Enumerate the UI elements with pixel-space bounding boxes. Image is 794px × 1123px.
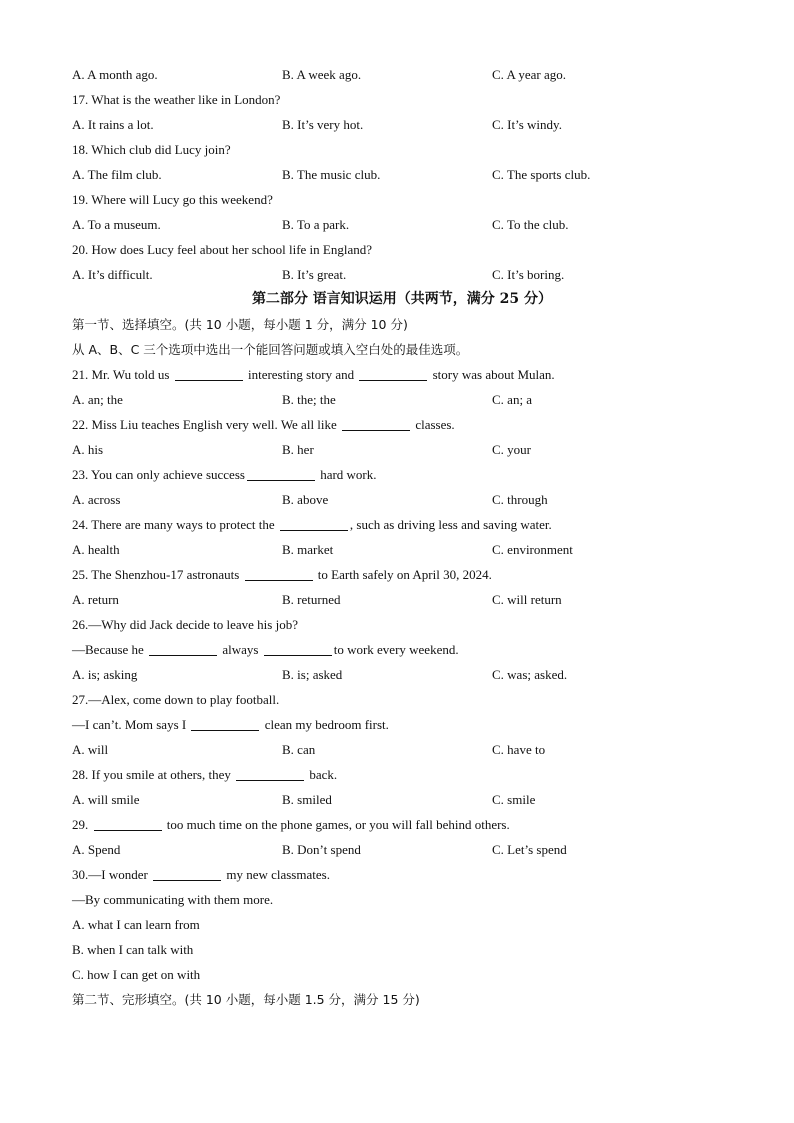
stem-text: 29. xyxy=(72,817,89,832)
section-1-instruction: 从 A、B、C 三个选项中选出一个能回答问题或填入空白处的最佳选项。 xyxy=(72,342,469,357)
stem-text: to work every weekend. xyxy=(333,642,459,657)
answer-blank xyxy=(280,516,348,531)
answer-blank xyxy=(342,416,410,431)
part-2-heading: 第二部分 语言知识运用（共两节，满分 25 分） xyxy=(251,291,553,307)
option-a: A. Spend xyxy=(72,842,121,857)
stem-text: my new classmates. xyxy=(226,867,330,882)
question-26-stem: 26.—Why did Jack decide to leave his job? xyxy=(72,617,298,632)
option-b: B. is; asked xyxy=(282,667,343,682)
question-22-stem xyxy=(72,412,732,437)
option-b: B. the; the xyxy=(282,392,336,407)
option-b: B. smiled xyxy=(282,792,332,807)
option-b: B. above xyxy=(282,492,329,507)
question-26-options xyxy=(72,662,732,687)
stem-text: 25. The Shenzhou-17 astronauts xyxy=(72,567,240,582)
answer-blank xyxy=(191,716,259,731)
question-25-options xyxy=(72,587,732,612)
option-c: C. Let’s spend xyxy=(492,842,567,857)
option-b: B. Don’t spend xyxy=(282,842,361,857)
option-c: C. an; a xyxy=(492,392,533,407)
stem-text: 21. Mr. Wu told us xyxy=(72,367,170,382)
option-b: B. when I can talk with xyxy=(72,942,194,957)
stem-text: 24. There are many ways to protect the xyxy=(72,517,275,532)
question-29-options xyxy=(72,837,732,862)
question-28-stem xyxy=(72,762,732,787)
section-2-title: 第二节、完形填空。(共 10 小题，每小题 1.5 分，满分 15 分) xyxy=(72,992,420,1007)
stem-text: 22. Miss Liu teaches English very well. We all like xyxy=(72,417,337,432)
option-c: C. It’s boring. xyxy=(492,267,565,282)
answer-blank xyxy=(94,816,162,831)
option-a: A. The film club. xyxy=(72,167,162,182)
option-c: C. To the club. xyxy=(492,217,569,232)
question-18-stem: 18. Which club did Lucy join? xyxy=(72,142,231,157)
option-c: C. how I can get on with xyxy=(72,967,201,982)
exam-page xyxy=(72,62,732,1012)
option-a: A. return xyxy=(72,592,119,607)
option-c: C. was; asked. xyxy=(492,667,568,682)
stem-text: interesting story and xyxy=(247,367,355,382)
question-20-stem: 20. How does Lucy feel about her school life in England? xyxy=(72,242,372,257)
option-c: C. through xyxy=(492,492,548,507)
stem-text: to Earth safely on April 30, 2024. xyxy=(317,567,492,582)
question-30-reply: —By communicating with them more. xyxy=(72,892,274,907)
question-23-options xyxy=(72,487,732,512)
option-c: C. The sports club. xyxy=(492,167,591,182)
answer-blank xyxy=(264,641,332,656)
option-a: A. health xyxy=(72,542,120,557)
answer-blank xyxy=(245,566,313,581)
stem-text: always xyxy=(222,642,259,657)
stem-text: hard work. xyxy=(320,467,377,482)
question-21-stem xyxy=(72,362,732,387)
question-28-options xyxy=(72,787,732,812)
option-c: C. environment xyxy=(492,542,573,557)
question-22-options xyxy=(72,437,732,462)
stem-text: —Because he xyxy=(72,642,144,657)
answer-blank xyxy=(247,466,315,481)
option-a: A. is; asking xyxy=(72,667,138,682)
option-c: C. have to xyxy=(492,742,546,757)
question-21-options xyxy=(72,387,732,412)
option-a: A. A month ago. xyxy=(72,67,158,82)
option-c: C. A year ago. xyxy=(492,67,567,82)
stem-text: —I can’t. Mom says I xyxy=(72,717,187,732)
question-19-stem: 19. Where will Lucy go this weekend? xyxy=(72,192,273,207)
stem-text: classes. xyxy=(415,417,455,432)
option-a: A. It rains a lot. xyxy=(72,117,154,132)
option-b: B. market xyxy=(282,542,334,557)
stem-text: 28. If you smile at others, they xyxy=(72,767,231,782)
option-b: B. can xyxy=(282,742,316,757)
answer-blank xyxy=(175,366,243,381)
answer-blank xyxy=(153,866,221,881)
question-24-options xyxy=(72,537,732,562)
question-23-stem xyxy=(72,462,732,487)
answer-blank xyxy=(149,641,217,656)
option-b: B. It’s great. xyxy=(282,267,347,282)
question-26-reply xyxy=(72,637,732,662)
option-a: A. will xyxy=(72,742,109,757)
section-1-title: 第一节、选择填空。(共 10 小题，每小题 1 分，满分 10 分) xyxy=(72,317,408,332)
question-17-stem: 17. What is the weather like in London? xyxy=(72,92,281,107)
option-b: B. A week ago. xyxy=(282,67,362,82)
option-a: A. an; the xyxy=(72,392,123,407)
option-b: B. It’s very hot. xyxy=(282,117,364,132)
option-b: B. her xyxy=(282,442,314,457)
question-25-stem xyxy=(72,562,732,587)
option-a: A. To a museum. xyxy=(72,217,161,232)
question-29-stem xyxy=(72,812,732,837)
question-27-options xyxy=(72,737,732,762)
question-19-options xyxy=(72,212,732,237)
option-a: A. what I can learn from xyxy=(72,917,200,932)
question-27-reply xyxy=(72,712,732,737)
stem-text: story was about Mulan. xyxy=(432,367,555,382)
option-a: A. across xyxy=(72,492,121,507)
stem-text: 23. You can only achieve success xyxy=(72,467,245,482)
stem-text: too much time on the phone games, or you will fall behind others. xyxy=(166,817,510,832)
stem-text: , such as driving less and saving water. xyxy=(349,517,552,532)
question-17-options xyxy=(72,112,732,137)
option-c: C. will return xyxy=(492,592,562,607)
option-c: C. It’s windy. xyxy=(492,117,562,132)
question-24-stem xyxy=(72,512,732,537)
question-18-options xyxy=(72,162,732,187)
option-a: A. his xyxy=(72,442,104,457)
option-b: B. returned xyxy=(282,592,341,607)
option-a: A. It’s difficult. xyxy=(72,267,153,282)
question-16-options xyxy=(72,62,732,87)
stem-text: clean my bedroom first. xyxy=(264,717,389,732)
option-a: A. will smile xyxy=(72,792,140,807)
question-27-stem: 27.—Alex, come down to play football. xyxy=(72,692,280,707)
option-b: B. To a park. xyxy=(282,217,350,232)
option-b: B. The music club. xyxy=(282,167,381,182)
question-20-options xyxy=(72,262,732,287)
option-c: C. smile xyxy=(492,792,536,807)
answer-blank xyxy=(359,366,427,381)
stem-text: back. xyxy=(309,767,338,782)
stem-text: 30.—I wonder xyxy=(72,867,148,882)
question-30-stem xyxy=(72,862,732,887)
option-c: C. your xyxy=(492,442,531,457)
answer-blank xyxy=(236,766,304,781)
